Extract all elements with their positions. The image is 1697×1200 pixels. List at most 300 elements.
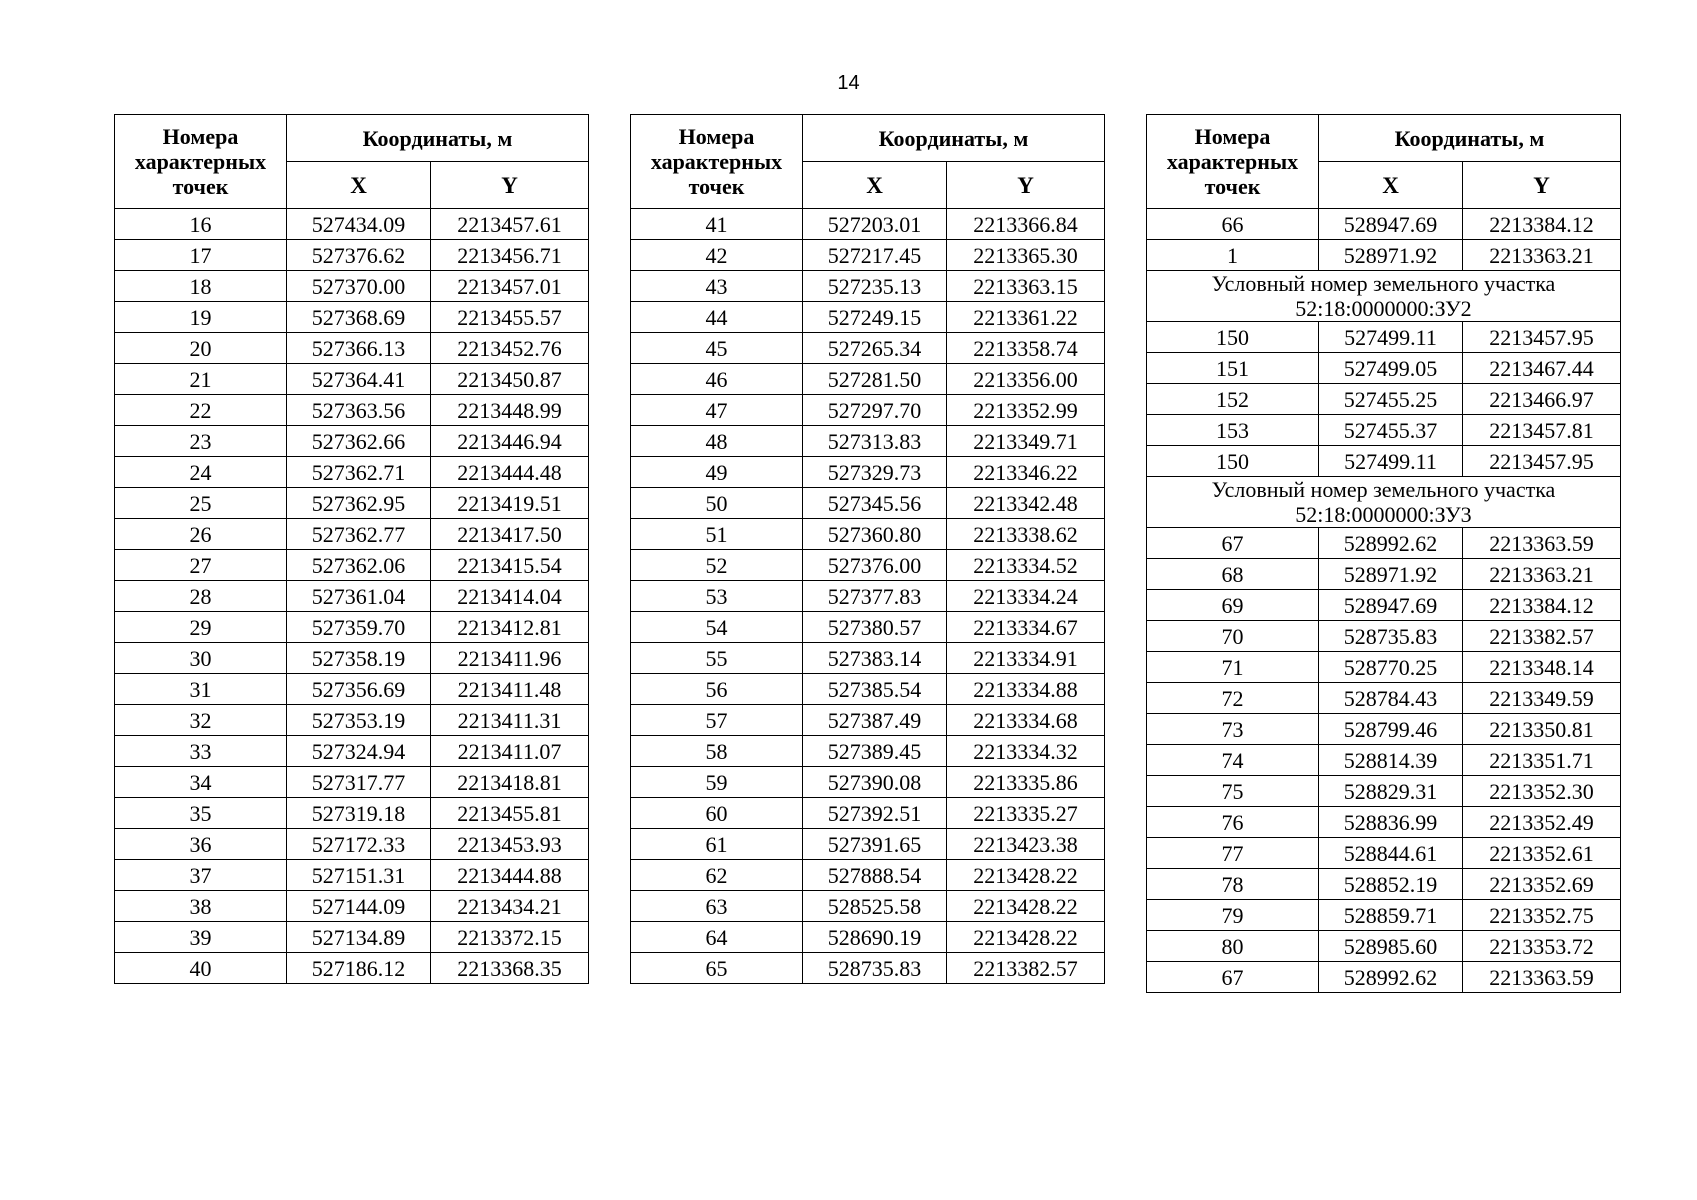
coord-x: 527356.69 (287, 674, 431, 705)
table-row (115, 333, 589, 364)
coord-x: 527144.09 (287, 891, 431, 922)
coord-y: 2213418.81 (431, 767, 589, 798)
table-row (631, 457, 1105, 488)
coord-x: 527317.77 (287, 767, 431, 798)
table-row (631, 798, 1105, 829)
coord-y: 2213448.99 (431, 395, 589, 426)
point-number: 79 (1147, 900, 1319, 931)
section-label: Условный номер земельного участка (1211, 271, 1556, 296)
coord-y: 2213382.57 (1463, 621, 1621, 652)
table-row (115, 922, 589, 953)
header-y: Y (1463, 162, 1621, 209)
table-row (631, 550, 1105, 581)
coord-x: 527134.89 (287, 922, 431, 953)
coord-x: 528947.69 (1319, 209, 1463, 240)
point-number: 51 (631, 519, 803, 550)
table-row (1147, 353, 1621, 384)
point-number: 69 (1147, 590, 1319, 621)
table-row (115, 457, 589, 488)
point-number: 36 (115, 829, 287, 860)
coord-y: 2213428.22 (947, 860, 1105, 891)
coord-y: 2213349.71 (947, 426, 1105, 457)
point-number: 48 (631, 426, 803, 457)
table-row (115, 488, 589, 519)
header-x: X (287, 162, 431, 209)
coord-x: 527377.83 (803, 581, 947, 612)
point-number: 65 (631, 953, 803, 984)
coord-x: 527362.66 (287, 426, 431, 457)
table-row (1147, 869, 1621, 900)
coord-x: 527368.69 (287, 302, 431, 333)
coord-y: 2213453.93 (431, 829, 589, 860)
coord-y: 2213446.94 (431, 426, 589, 457)
table-row (631, 922, 1105, 953)
point-number: 52 (631, 550, 803, 581)
coord-y: 2213334.91 (947, 643, 1105, 674)
page-number: 14 (837, 72, 860, 94)
point-number: 74 (1147, 745, 1319, 776)
coord-x: 527390.08 (803, 767, 947, 798)
table-row (631, 829, 1105, 860)
table-row (115, 209, 589, 240)
table-row (631, 736, 1105, 767)
coord-y: 2213457.01 (431, 271, 589, 302)
table-row (1147, 415, 1621, 446)
coord-x: 527217.45 (803, 240, 947, 271)
table-row (115, 767, 589, 798)
point-number: 64 (631, 922, 803, 953)
point-number: 151 (1147, 353, 1319, 384)
coord-y: 2213456.71 (431, 240, 589, 271)
table-row (115, 612, 589, 643)
coord-y: 2213444.88 (431, 860, 589, 891)
table-row (631, 488, 1105, 519)
point-number: 68 (1147, 559, 1319, 590)
coord-x: 528525.58 (803, 891, 947, 922)
table-row (1147, 209, 1621, 240)
table-row (115, 271, 589, 302)
coord-y: 2213411.48 (431, 674, 589, 705)
table-row (631, 333, 1105, 364)
table-row (115, 953, 589, 984)
coord-y: 2213411.07 (431, 736, 589, 767)
point-number: 44 (631, 302, 803, 333)
header-x: X (1319, 162, 1463, 209)
coord-y: 2213363.15 (947, 271, 1105, 302)
coord-x: 527203.01 (803, 209, 947, 240)
coord-x: 527392.51 (803, 798, 947, 829)
point-number: 153 (1147, 415, 1319, 446)
point-number: 77 (1147, 838, 1319, 869)
coord-y: 2213382.57 (947, 953, 1105, 984)
point-number: 27 (115, 550, 287, 581)
coord-y: 2213455.57 (431, 302, 589, 333)
coord-y: 2213428.22 (947, 891, 1105, 922)
coord-y: 2213352.75 (1463, 900, 1621, 931)
coordinates-table-3 (1146, 114, 1621, 993)
coord-x: 527249.15 (803, 302, 947, 333)
point-number: 47 (631, 395, 803, 426)
coord-x: 528814.39 (1319, 745, 1463, 776)
point-number: 56 (631, 674, 803, 705)
point-number: 46 (631, 364, 803, 395)
table-row (631, 519, 1105, 550)
coord-y: 2213457.81 (1463, 415, 1621, 446)
header-coords: Координаты, м (803, 115, 1105, 162)
table-row (115, 302, 589, 333)
point-number: 45 (631, 333, 803, 364)
coord-x: 527364.41 (287, 364, 431, 395)
point-number: 40 (115, 953, 287, 984)
coord-x: 527360.80 (803, 519, 947, 550)
coord-y: 2213334.88 (947, 674, 1105, 705)
table-row (631, 209, 1105, 240)
table-row (1147, 776, 1621, 807)
point-number: 62 (631, 860, 803, 891)
table-row (115, 395, 589, 426)
coord-y: 2213467.44 (1463, 353, 1621, 384)
coord-x: 527366.13 (287, 333, 431, 364)
coord-y: 2213348.14 (1463, 652, 1621, 683)
table-row (1147, 559, 1621, 590)
table-row (1147, 590, 1621, 621)
point-number: 58 (631, 736, 803, 767)
table-row (1147, 652, 1621, 683)
coord-x: 527361.04 (287, 581, 431, 612)
point-number: 42 (631, 240, 803, 271)
coord-x: 527353.19 (287, 705, 431, 736)
table-row (1147, 745, 1621, 776)
coord-x: 528971.92 (1319, 240, 1463, 271)
header-coords: Координаты, м (287, 115, 589, 162)
coord-y: 2213434.21 (431, 891, 589, 922)
point-number: 150 (1147, 322, 1319, 353)
coord-y: 2213457.95 (1463, 446, 1621, 477)
point-number: 76 (1147, 807, 1319, 838)
coord-y: 2213351.71 (1463, 745, 1621, 776)
coord-x: 527499.11 (1319, 322, 1463, 353)
point-number: 17 (115, 240, 287, 271)
point-number: 20 (115, 333, 287, 364)
parcel-section-title (1147, 271, 1621, 322)
coord-y: 2213334.68 (947, 705, 1105, 736)
table-row (1147, 240, 1621, 271)
point-number: 22 (115, 395, 287, 426)
coord-y: 2213417.50 (431, 519, 589, 550)
coord-x: 527385.54 (803, 674, 947, 705)
table-row (1147, 838, 1621, 869)
coord-x: 527359.70 (287, 612, 431, 643)
coord-x: 527499.11 (1319, 446, 1463, 477)
coord-x: 527281.50 (803, 364, 947, 395)
coord-y: 2213358.74 (947, 333, 1105, 364)
table-row (631, 581, 1105, 612)
coord-x: 527362.06 (287, 550, 431, 581)
point-number: 31 (115, 674, 287, 705)
coord-y: 2213363.59 (1463, 528, 1621, 559)
table-row (1147, 807, 1621, 838)
coord-x: 527324.94 (287, 736, 431, 767)
coord-x: 527319.18 (287, 798, 431, 829)
point-number: 28 (115, 581, 287, 612)
coord-x: 528971.92 (1319, 559, 1463, 590)
point-number: 59 (631, 767, 803, 798)
coord-y: 2213349.59 (1463, 683, 1621, 714)
coord-x: 527345.56 (803, 488, 947, 519)
coord-x: 527358.19 (287, 643, 431, 674)
coord-y: 2213366.84 (947, 209, 1105, 240)
table-row (631, 395, 1105, 426)
coord-x: 527370.00 (287, 271, 431, 302)
table-row (631, 705, 1105, 736)
point-number: 66 (1147, 209, 1319, 240)
coord-x: 528859.71 (1319, 900, 1463, 931)
coord-y: 2213335.27 (947, 798, 1105, 829)
coord-x: 527363.56 (287, 395, 431, 426)
coord-x: 527362.95 (287, 488, 431, 519)
table-row (115, 643, 589, 674)
coord-y: 2213335.86 (947, 767, 1105, 798)
coord-y: 2213346.22 (947, 457, 1105, 488)
point-number: 39 (115, 922, 287, 953)
coord-y: 2213384.12 (1463, 590, 1621, 621)
coord-x: 527376.62 (287, 240, 431, 271)
point-number: 19 (115, 302, 287, 333)
point-number: 26 (115, 519, 287, 550)
table-row (631, 953, 1105, 984)
coord-x: 528947.69 (1319, 590, 1463, 621)
coord-x: 527297.70 (803, 395, 947, 426)
coord-y: 2213423.38 (947, 829, 1105, 860)
table-row (631, 643, 1105, 674)
section-row (1147, 271, 1621, 322)
point-number: 29 (115, 612, 287, 643)
table-row (115, 550, 589, 581)
table-row (631, 240, 1105, 271)
coord-x: 527151.31 (287, 860, 431, 891)
coord-x: 527376.00 (803, 550, 947, 581)
point-number: 57 (631, 705, 803, 736)
point-number: 37 (115, 860, 287, 891)
table-row (115, 798, 589, 829)
parcel-number: 52:18:0000000:ЗУ2 (1295, 296, 1472, 321)
point-number: 72 (1147, 683, 1319, 714)
point-number: 60 (631, 798, 803, 829)
coord-x: 527362.71 (287, 457, 431, 488)
point-number: 80 (1147, 931, 1319, 962)
coord-y: 2213361.22 (947, 302, 1105, 333)
coord-x: 528784.43 (1319, 683, 1463, 714)
coord-y: 2213334.24 (947, 581, 1105, 612)
coord-x: 527329.73 (803, 457, 947, 488)
coord-x: 528770.25 (1319, 652, 1463, 683)
point-number: 67 (1147, 962, 1319, 993)
coord-x: 528829.31 (1319, 776, 1463, 807)
point-number: 50 (631, 488, 803, 519)
header-x: X (803, 162, 947, 209)
table-row (115, 240, 589, 271)
coord-y: 2213452.76 (431, 333, 589, 364)
coord-x: 527380.57 (803, 612, 947, 643)
point-number: 70 (1147, 621, 1319, 652)
coord-y: 2213466.97 (1463, 384, 1621, 415)
point-number: 49 (631, 457, 803, 488)
coord-y: 2213334.67 (947, 612, 1105, 643)
coordinates-table-1 (114, 114, 589, 984)
coord-y: 2213352.49 (1463, 807, 1621, 838)
coord-y: 2213334.52 (947, 550, 1105, 581)
parcel-section-title (1147, 477, 1621, 528)
table-row (631, 271, 1105, 302)
table-row (115, 891, 589, 922)
coord-x: 528844.61 (1319, 838, 1463, 869)
header-coords: Координаты, м (1319, 115, 1621, 162)
coord-y: 2213356.00 (947, 364, 1105, 395)
coord-y: 2213411.31 (431, 705, 589, 736)
table-row (115, 860, 589, 891)
coord-x: 527455.25 (1319, 384, 1463, 415)
coord-y: 2213368.35 (431, 953, 589, 984)
table-row (631, 612, 1105, 643)
coord-x: 528735.83 (1319, 621, 1463, 652)
coord-y: 2213372.15 (431, 922, 589, 953)
coord-x: 527499.05 (1319, 353, 1463, 384)
coord-y: 2213450.87 (431, 364, 589, 395)
coord-x: 528735.83 (803, 953, 947, 984)
table-row (115, 674, 589, 705)
point-number: 41 (631, 209, 803, 240)
table-row (1147, 621, 1621, 652)
coord-y: 2213457.61 (431, 209, 589, 240)
coord-y: 2213455.81 (431, 798, 589, 829)
point-number: 33 (115, 736, 287, 767)
coord-y: 2213415.54 (431, 550, 589, 581)
coord-y: 2213363.59 (1463, 962, 1621, 993)
coord-y: 2213444.48 (431, 457, 589, 488)
coord-x: 527455.37 (1319, 415, 1463, 446)
section-row (1147, 477, 1621, 528)
coord-y: 2213365.30 (947, 240, 1105, 271)
point-number: 21 (115, 364, 287, 395)
coord-x: 527362.77 (287, 519, 431, 550)
header-points: Номера характерных точек (631, 115, 803, 209)
coord-y: 2213411.96 (431, 643, 589, 674)
table-row (631, 767, 1105, 798)
point-number: 71 (1147, 652, 1319, 683)
table-row (631, 364, 1105, 395)
coord-x: 528690.19 (803, 922, 947, 953)
point-number: 43 (631, 271, 803, 302)
coord-x: 527186.12 (287, 953, 431, 984)
point-number: 30 (115, 643, 287, 674)
table-row (1147, 446, 1621, 477)
point-number: 54 (631, 612, 803, 643)
point-number: 61 (631, 829, 803, 860)
coord-y: 2213334.32 (947, 736, 1105, 767)
table-row (1147, 384, 1621, 415)
table-row (1147, 931, 1621, 962)
coord-x: 528985.60 (1319, 931, 1463, 962)
coord-y: 2213363.21 (1463, 559, 1621, 590)
header-y: Y (431, 162, 589, 209)
table-row (1147, 714, 1621, 745)
coord-y: 2213342.48 (947, 488, 1105, 519)
table-row (115, 519, 589, 550)
coord-y: 2213338.62 (947, 519, 1105, 550)
coord-y: 2213353.72 (1463, 931, 1621, 962)
point-number: 38 (115, 891, 287, 922)
coord-x: 527391.65 (803, 829, 947, 860)
coord-x: 528836.99 (1319, 807, 1463, 838)
table-row (1147, 900, 1621, 931)
point-number: 150 (1147, 446, 1319, 477)
table-row (631, 426, 1105, 457)
header-points: Номера характерных точек (1147, 115, 1319, 209)
table-row (1147, 962, 1621, 993)
point-number: 16 (115, 209, 287, 240)
coord-y: 2213419.51 (431, 488, 589, 519)
coord-y: 2213352.99 (947, 395, 1105, 426)
coord-y: 2213352.69 (1463, 869, 1621, 900)
table-row (631, 891, 1105, 922)
table-row (631, 302, 1105, 333)
table-row (115, 426, 589, 457)
coord-y: 2213363.21 (1463, 240, 1621, 271)
coord-x: 528992.62 (1319, 528, 1463, 559)
section-label: Условный номер земельного участка (1211, 477, 1556, 502)
coord-y: 2213412.81 (431, 612, 589, 643)
point-number: 34 (115, 767, 287, 798)
coord-x: 528799.46 (1319, 714, 1463, 745)
coord-y: 2213428.22 (947, 922, 1105, 953)
table-row (115, 705, 589, 736)
coord-x: 527172.33 (287, 829, 431, 860)
coord-x: 527434.09 (287, 209, 431, 240)
coord-x: 527383.14 (803, 643, 947, 674)
header-y: Y (947, 162, 1105, 209)
coord-x: 527888.54 (803, 860, 947, 891)
coord-x: 527235.13 (803, 271, 947, 302)
point-number: 78 (1147, 869, 1319, 900)
point-number: 23 (115, 426, 287, 457)
coord-x: 528852.19 (1319, 869, 1463, 900)
table-row (1147, 528, 1621, 559)
table-row (115, 581, 589, 612)
coord-y: 2213457.95 (1463, 322, 1621, 353)
table-row (631, 860, 1105, 891)
point-number: 1 (1147, 240, 1319, 271)
point-number: 75 (1147, 776, 1319, 807)
coord-x: 527265.34 (803, 333, 947, 364)
coord-y: 2213414.04 (431, 581, 589, 612)
point-number: 63 (631, 891, 803, 922)
point-number: 152 (1147, 384, 1319, 415)
point-number: 73 (1147, 714, 1319, 745)
coord-x: 527387.49 (803, 705, 947, 736)
table-row (115, 829, 589, 860)
parcel-number: 52:18:0000000:ЗУ3 (1295, 502, 1472, 527)
point-number: 67 (1147, 528, 1319, 559)
point-number: 32 (115, 705, 287, 736)
point-number: 18 (115, 271, 287, 302)
table-row (631, 674, 1105, 705)
point-number: 53 (631, 581, 803, 612)
point-number: 35 (115, 798, 287, 829)
coordinates-table-2 (630, 114, 1105, 984)
coord-x: 527389.45 (803, 736, 947, 767)
point-number: 55 (631, 643, 803, 674)
table-row (115, 364, 589, 395)
